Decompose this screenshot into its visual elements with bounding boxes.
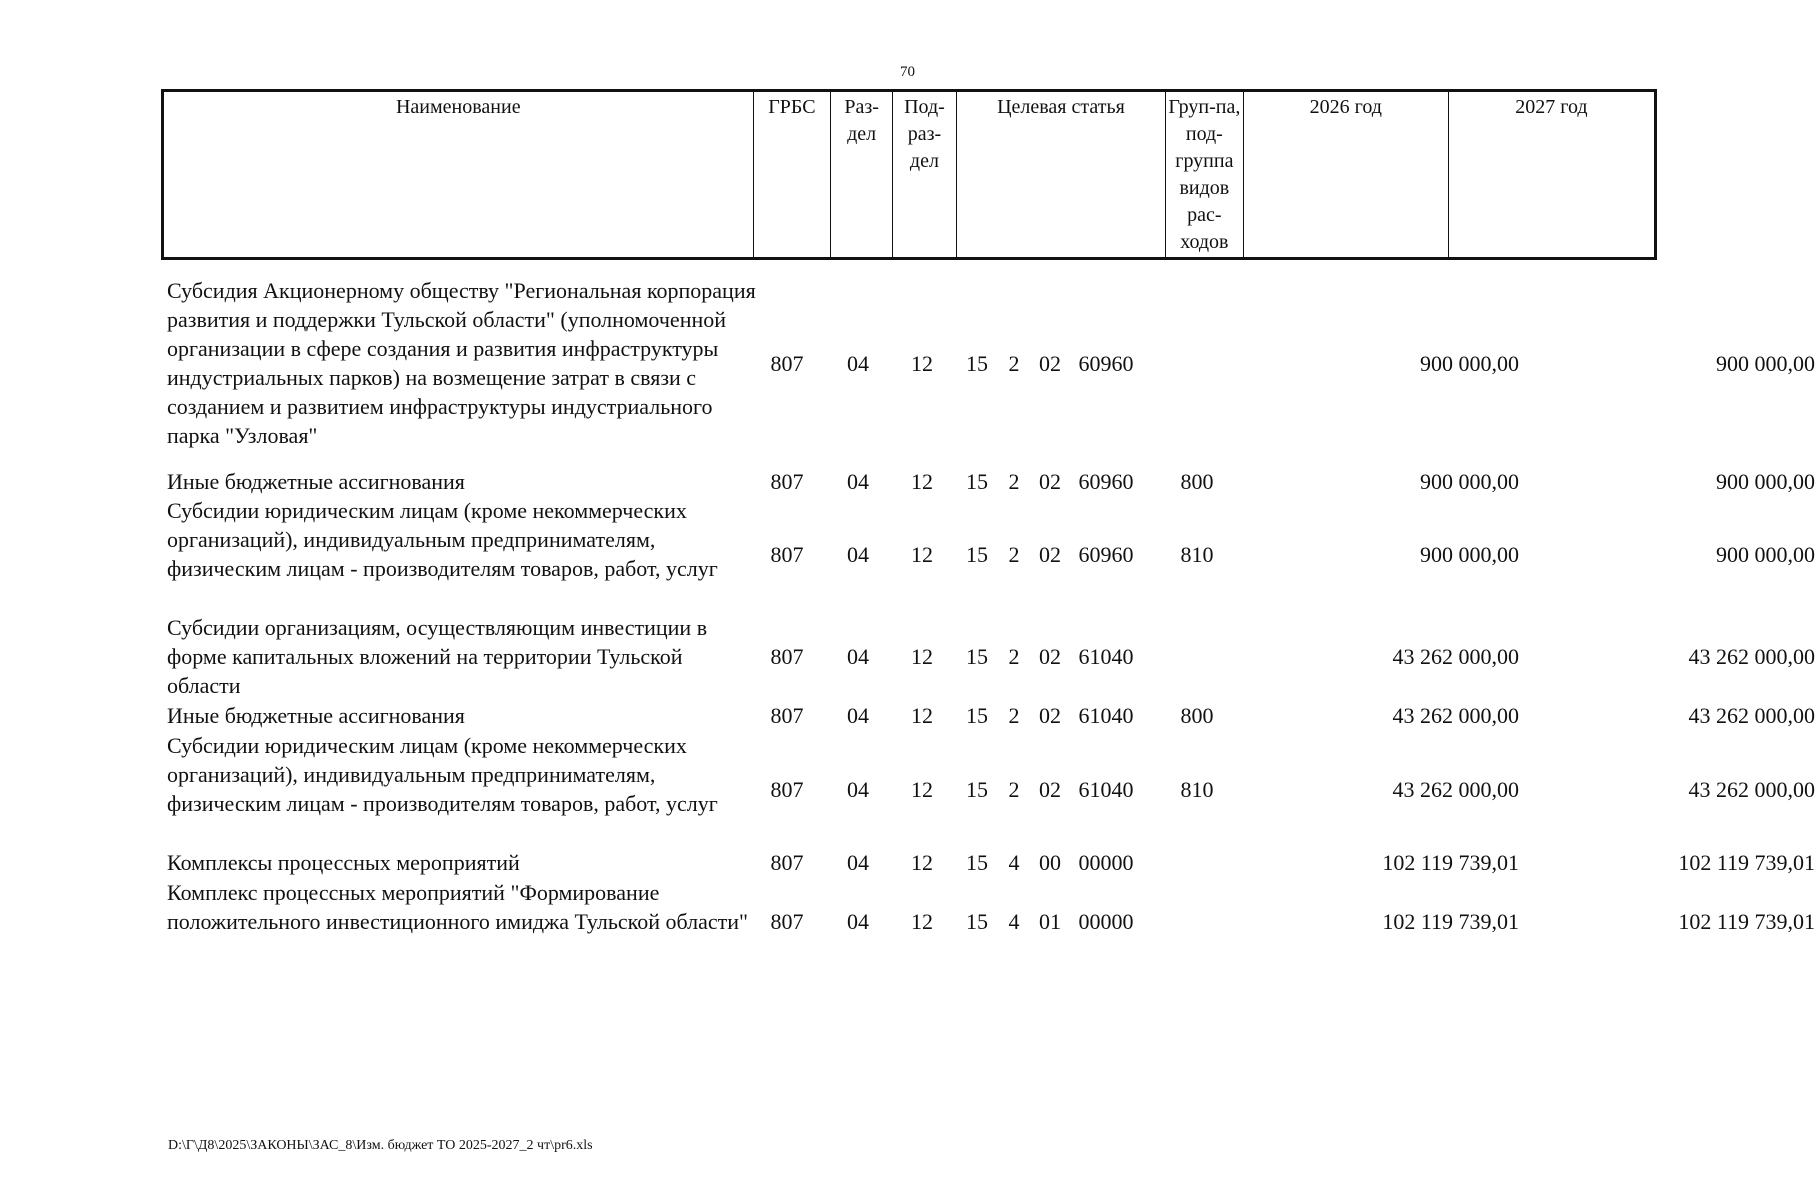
row-target-code: 00000 — [1078, 909, 1134, 934]
header-2027: 2027 год — [1515, 96, 1588, 118]
header-grbs: ГРБС — [754, 92, 832, 257]
row-target-code: 61040 — [1078, 777, 1134, 802]
row-grbs: 807 — [770, 469, 804, 494]
header-podrazdel: Под-раз-дел — [893, 92, 957, 257]
row-target-program: 15 — [966, 850, 988, 875]
row-name: Субсидии юридическим лицам (кроме некоммерческих организаций), индивидуальным предпринимателям, физическим лицам - производителям товаров, работ, услуг — [167, 733, 718, 816]
row-target-sub: 01 — [1039, 909, 1061, 934]
row-target-code: 60960 — [1078, 469, 1134, 494]
row-grbs: 807 — [770, 850, 804, 875]
row-razdel: 04 — [847, 850, 869, 875]
row-2027: 43 262 000,00 — [1688, 703, 1815, 728]
header-razdel: Раз-дел — [831, 92, 893, 257]
row-name: Субсидии юридическим лицам (кроме некоммерческих организаций), индивидуальным предпринимателям, физическим лицам - производителям товаров, работ, услуг — [167, 498, 718, 581]
row-target-sub: 02 — [1039, 469, 1061, 494]
row-razdel: 04 — [847, 909, 869, 934]
row-razdel: 04 — [847, 542, 869, 567]
row-target-code: 60960 — [1078, 542, 1134, 567]
row-2027: 102 119 739,01 — [1678, 909, 1815, 934]
row-2026: 900 000,00 — [1420, 351, 1519, 376]
header-vr: Груп-па, под-группа видов рас-ходов — [1166, 92, 1244, 257]
row-target-type: 2 — [1008, 469, 1020, 494]
row-podrazdel: 12 — [911, 777, 933, 802]
row-target-code: 61040 — [1078, 703, 1134, 728]
header-target: Целевая статья — [957, 92, 1166, 257]
row-target-type: 2 — [1008, 703, 1020, 728]
footer-file-path: D:\Г\Д8\2025\ЗАКОНЫ\ЗАС_8\Изм. бюджет ТО 2025-2027_2 чт\pr6.xls — [168, 1138, 593, 1153]
row-name: Иные бюджетные ассигнования — [167, 469, 465, 494]
row-2026: 43 262 000,00 — [1392, 703, 1519, 728]
row-vr: 810 — [1180, 542, 1214, 567]
row-target-sub: 02 — [1039, 703, 1061, 728]
row-name: Комплекс процессных мероприятий "Формирование положительного инвестиционного имиджа Тульской области" — [167, 880, 749, 934]
row-target-code: 60960 — [1078, 351, 1134, 376]
table-header — [161, 89, 1657, 260]
row-target-code: 00000 — [1078, 850, 1134, 875]
row-podrazdel: 12 — [911, 469, 933, 494]
row-target-type: 4 — [1008, 850, 1020, 875]
row-2027: 900 000,00 — [1716, 351, 1815, 376]
row-podrazdel: 12 — [911, 542, 933, 567]
row-target-code: 61040 — [1078, 644, 1134, 669]
row-razdel: 04 — [847, 777, 869, 802]
row-name: Субсидии организациям, осуществляющим инвестиции в форме капитальных вложений на территории Тульской области — [167, 615, 708, 698]
row-target-sub: 02 — [1039, 777, 1061, 802]
row-2026: 900 000,00 — [1420, 542, 1519, 567]
row-target-type: 2 — [1008, 777, 1020, 802]
row-podrazdel: 12 — [911, 909, 933, 934]
row-podrazdel: 12 — [911, 850, 933, 875]
row-target-program: 15 — [966, 542, 988, 567]
row-grbs: 807 — [770, 542, 804, 567]
row-target-type: 2 — [1008, 542, 1020, 567]
row-target-type: 2 — [1008, 351, 1020, 376]
row-2026: 43 262 000,00 — [1392, 777, 1519, 802]
row-podrazdel: 12 — [911, 351, 933, 376]
row-target-type: 2 — [1008, 644, 1020, 669]
row-2027: 900 000,00 — [1716, 542, 1815, 567]
row-target-sub: 02 — [1039, 542, 1061, 567]
row-razdel: 04 — [847, 351, 869, 376]
row-target-type: 4 — [1008, 909, 1020, 934]
row-2027: 102 119 739,01 — [1678, 850, 1815, 875]
row-target-sub: 02 — [1039, 351, 1061, 376]
row-grbs: 807 — [770, 703, 804, 728]
page-number: 70 — [900, 64, 915, 80]
row-grbs: 807 — [770, 777, 804, 802]
row-target-program: 15 — [966, 909, 988, 934]
row-vr: 810 — [1180, 777, 1214, 802]
row-2026: 43 262 000,00 — [1392, 644, 1519, 669]
row-2027: 900 000,00 — [1716, 469, 1815, 494]
row-target-program: 15 — [966, 351, 988, 376]
row-target-program: 15 — [966, 469, 988, 494]
row-razdel: 04 — [847, 703, 869, 728]
row-2026: 102 119 739,01 — [1382, 909, 1519, 934]
row-podrazdel: 12 — [911, 703, 933, 728]
row-grbs: 807 — [770, 909, 804, 934]
row-2027: 43 262 000,00 — [1688, 777, 1815, 802]
row-target-program: 15 — [966, 644, 988, 669]
row-2027: 43 262 000,00 — [1688, 644, 1815, 669]
row-razdel: 04 — [847, 469, 869, 494]
row-2026: 102 119 739,01 — [1382, 850, 1519, 875]
row-vr: 800 — [1180, 469, 1214, 494]
row-grbs: 807 — [770, 351, 804, 376]
row-name: Иные бюджетные ассигнования — [167, 703, 465, 728]
header-name: Наименование — [164, 92, 754, 257]
row-target-program: 15 — [966, 777, 988, 802]
row-target-sub: 00 — [1039, 850, 1061, 875]
row-razdel: 04 — [847, 644, 869, 669]
header-2026: 2026 год — [1244, 92, 1449, 257]
row-2026: 900 000,00 — [1420, 469, 1519, 494]
row-podrazdel: 12 — [911, 644, 933, 669]
row-target-sub: 02 — [1039, 644, 1061, 669]
row-grbs: 807 — [770, 644, 804, 669]
row-name: Субсидия Акционерному обществу "Региональная корпорация развития и поддержки Тульской области" (уполномоченной организации в сфере создания и развития инфраструктуры индустриальных парков) на возмещение затрат в связи с созданием и развитием инфраструктуры индустриального парка "Узловая" — [167, 278, 756, 448]
row-vr: 800 — [1180, 703, 1214, 728]
row-name: Комплексы процессных мероприятий — [167, 850, 520, 875]
row-target-program: 15 — [966, 703, 988, 728]
